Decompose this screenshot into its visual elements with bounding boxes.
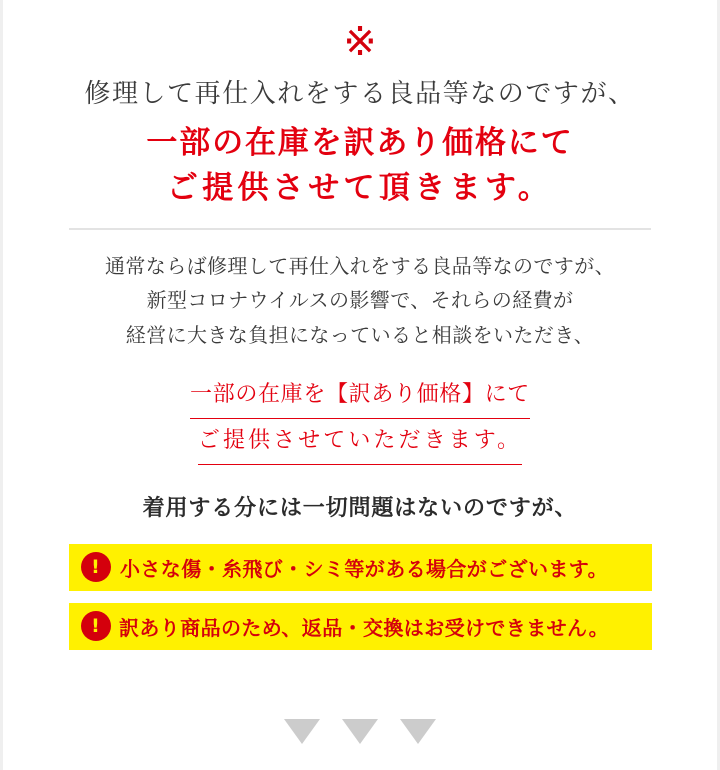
notice-headline-line2: ご提供させて頂きます。 — [166, 170, 554, 206]
warning-text: 小さな傷・糸飛び・シミ等がある場合がございます。 — [120, 558, 608, 581]
exclamation-icon: ! — [81, 611, 111, 641]
notice-emphasis-line1: 一部の在庫を【訳あり価格】にて — [190, 373, 530, 419]
divider — [69, 228, 651, 230]
warning-list — [50, 544, 670, 650]
asterisk-mark-icon: ※ — [343, 19, 377, 65]
down-arrow-icon — [342, 719, 378, 744]
notice-lead-text: 修理して再仕入れをする良品等なのですが、 — [84, 78, 636, 108]
down-arrow-icon — [400, 719, 436, 744]
warning-row — [69, 544, 652, 591]
notice-headline — [50, 121, 670, 211]
exclamation-icon: ! — [81, 552, 111, 582]
notice-body-line-2: 新型コロナウイルスの影響で、それらの経費が — [146, 290, 574, 313]
notice-body-line-3: 経営に大きな負担になっていると相談をいただき、 — [125, 324, 595, 347]
warning-text: 訳あり商品のため、返品・交換はお受けできません。 — [119, 617, 609, 640]
notice-body-line-1: 通常ならば修理して再仕入れをする良品等なのですが、 — [105, 255, 615, 278]
down-arrow-icon — [284, 719, 320, 744]
notice-container — [50, 0, 670, 650]
warning-row — [69, 603, 652, 650]
notice-subnote: 着用する分には一切問題はないのですが、 — [142, 494, 578, 520]
notice-emphasis-line2: ご提供させていただきます。 — [198, 419, 522, 465]
notice-emphasis — [50, 373, 670, 465]
scroll-down-arrows — [0, 719, 720, 744]
notice-headline-line1: 一部の在庫を訳あり価格にて — [146, 125, 574, 161]
notice-body — [50, 250, 670, 353]
